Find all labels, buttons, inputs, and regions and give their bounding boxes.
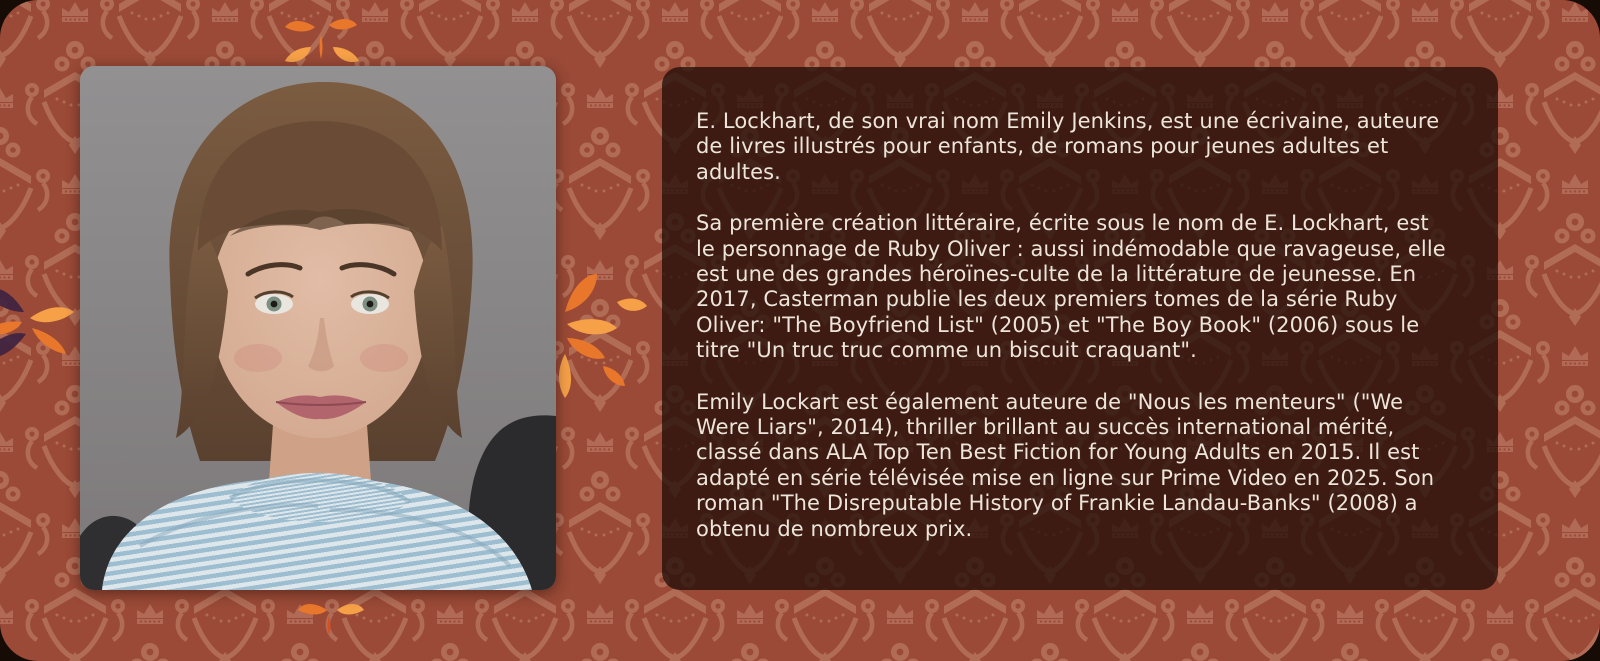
bio-paragraph-1: E. Lockhart, de son vrai nom Emily Jenkins, est une écrivaine, auteure de livres illustrés pour enfants, de romans pour jeunes adultes et adultes. [696, 109, 1440, 184]
bio-paragraph-2: Sa première création littéraire, écrite sous le nom de E. Lockhart, est le personnage de Ruby Oliver : aussi indémodable que ravageuse, elle est une des grandes héroïnes-culte de la littérature de jeunesse. En 2017, Casterman publie les deux premiers tomes de la série Ruby Oliver: "The Boyfriend List" (2005) et "The Boy Book" (2006) sous le titre "Un truc truc comme un biscuit craquant". [696, 211, 1446, 363]
portrait-photo [80, 66, 556, 590]
bio-paragraph-3: Emily Lockart est également auteure de "Nous les menteurs" ("We Were Liars", 2014), thriller brillant au succès international mérité, classé dans ALA Top Ten Best Fiction for Young Adults en 2015. Il est adapté en série télévisée mise en ligne sur Prime Video en 2025. Son roman "The Disreputable History of Frankie Landau-Banks" (2008) a obtenu de nombreux prix. [696, 389, 1435, 541]
bio-panel [662, 67, 1498, 590]
portrait-illustration [80, 66, 556, 590]
